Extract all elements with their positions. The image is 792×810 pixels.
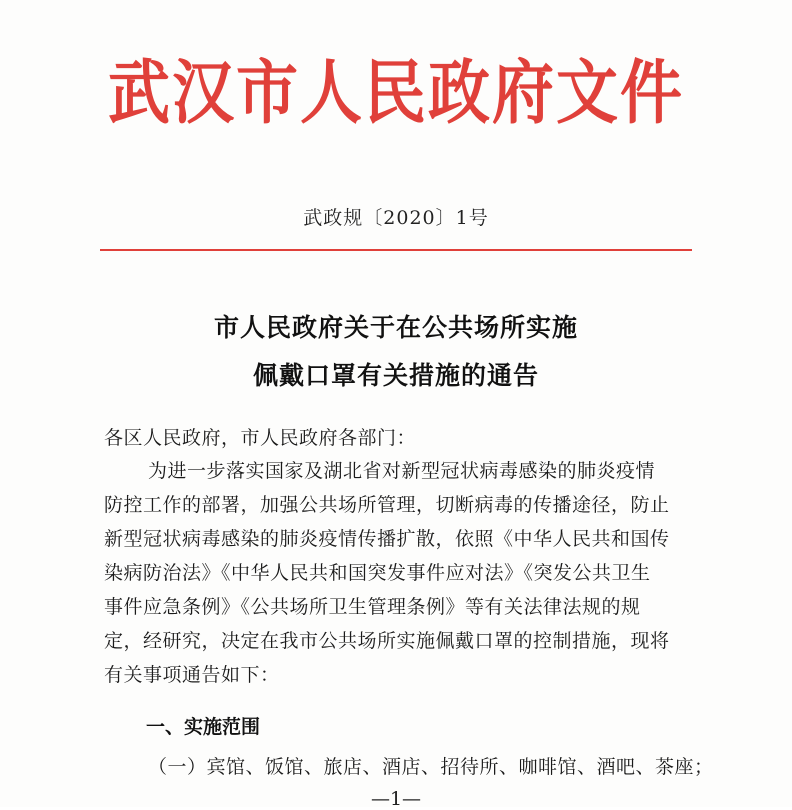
red-divider-line (100, 249, 692, 251)
document-header-title: 武汉市人民政府文件 (107, 51, 684, 134)
body-line-3: 新型冠状病毒感染的肺炎疫情传播扩散，依照《中华人民共和国传 (104, 528, 670, 550)
body-line-7: 有关事项通告如下： (104, 664, 280, 686)
body-line-6: 定，经研究，决定在我市公共场所实施佩戴口罩的控制措施，现将 (104, 630, 670, 652)
body-line-1: 为进一步落实国家及湖北省对新型冠状病毒感染的肺炎疫情 (148, 460, 656, 482)
body-line-2: 防控工作的部署，加强公共场所管理，切断病毒的传播途径，防止 (104, 494, 670, 516)
list-item-1: （一）宾馆、饭馆、旅店、酒店、招待所、咖啡馆、酒吧、茶座； (148, 756, 714, 778)
section-heading-scope: 一、实施范围 (146, 716, 261, 738)
document-number: 武政规〔2020〕1号 (303, 207, 489, 229)
addressee-line: 各区人民政府，市人民政府各部门： (104, 427, 417, 449)
document-heading-line-2: 佩戴口罩有关措施的通告 (252, 361, 539, 390)
document-heading-line-1: 市人民政府关于在公共场所实施 (213, 313, 578, 342)
body-line-4: 染病防治法》《中华人民共和国突发事件应对法》《突发公共卫生 (104, 562, 651, 584)
body-line-5: 事件应急条例》《公共场所卫生管理条例》等有关法律法规的规 (104, 596, 641, 618)
page-number: —1— (370, 788, 422, 810)
